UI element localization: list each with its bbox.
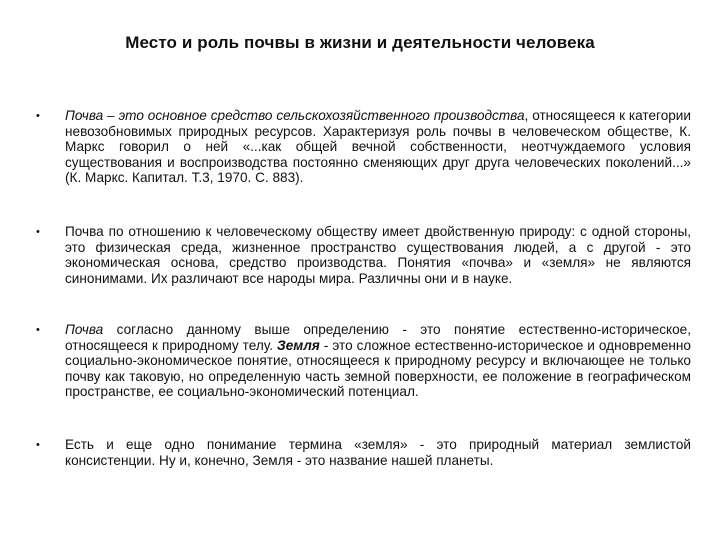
lead-italic: Почва – это основное средство сельскохозяйственного производства (65, 108, 525, 123)
lead-italic: Почва (65, 322, 104, 337)
bullet-text: Почва по отношению к человеческому обществу имеет двойственную природу: с одной стороны, это физическая среда, жизненное пространство существования людей, а с другой - это экономическая основа, средство производства. Понятия «почва» и «земля» не являются синонимами. Их различают все народы мира. Различны они и в науке. (65, 224, 691, 286)
bullet-icon: • (36, 439, 40, 451)
bullet-icon: • (36, 324, 40, 336)
bullet-text (65, 322, 691, 400)
bullet-body-middle: согласно данному выше определению - это понятие естественно-историческое, относящееся к природному телу. (65, 322, 691, 353)
bullet-icon: • (36, 226, 40, 238)
bullet-body: - это сложное естественно-историческое и одновременно социально-экономическое понятие, относящееся к природному ресурсу и включающее не только почву как таковую, но определенную часть земной поверхности, ее положение в географическом пространстве, ее социально-экономический потенциал. (65, 337, 691, 399)
bullet-text (65, 108, 691, 186)
bullet-icon: • (36, 110, 40, 122)
bullet-body: , относящееся к категории невозобновимых природных ресурсов. Характеризуя роль почвы в человеческом обществе, К. Маркс говорил о ней «...как общей вечной собственности, неотчуждаемого условия существования и воспроизводства постоянно сменяющих друг друга человеческих поколений...» (К. Маркс. Капитал. Т.3, 1970. С. 883). (65, 108, 691, 185)
page-title: Место и роль почвы в жизни и деятельности человека (125, 33, 595, 52)
bold-italic-term: Земля (277, 337, 320, 353)
bullet-text: Есть и еще одно понимание термина «земля» - это природный материал землистой консистенции. Ну и, конечно, Земля - это название нашей планеты. (65, 437, 691, 468)
